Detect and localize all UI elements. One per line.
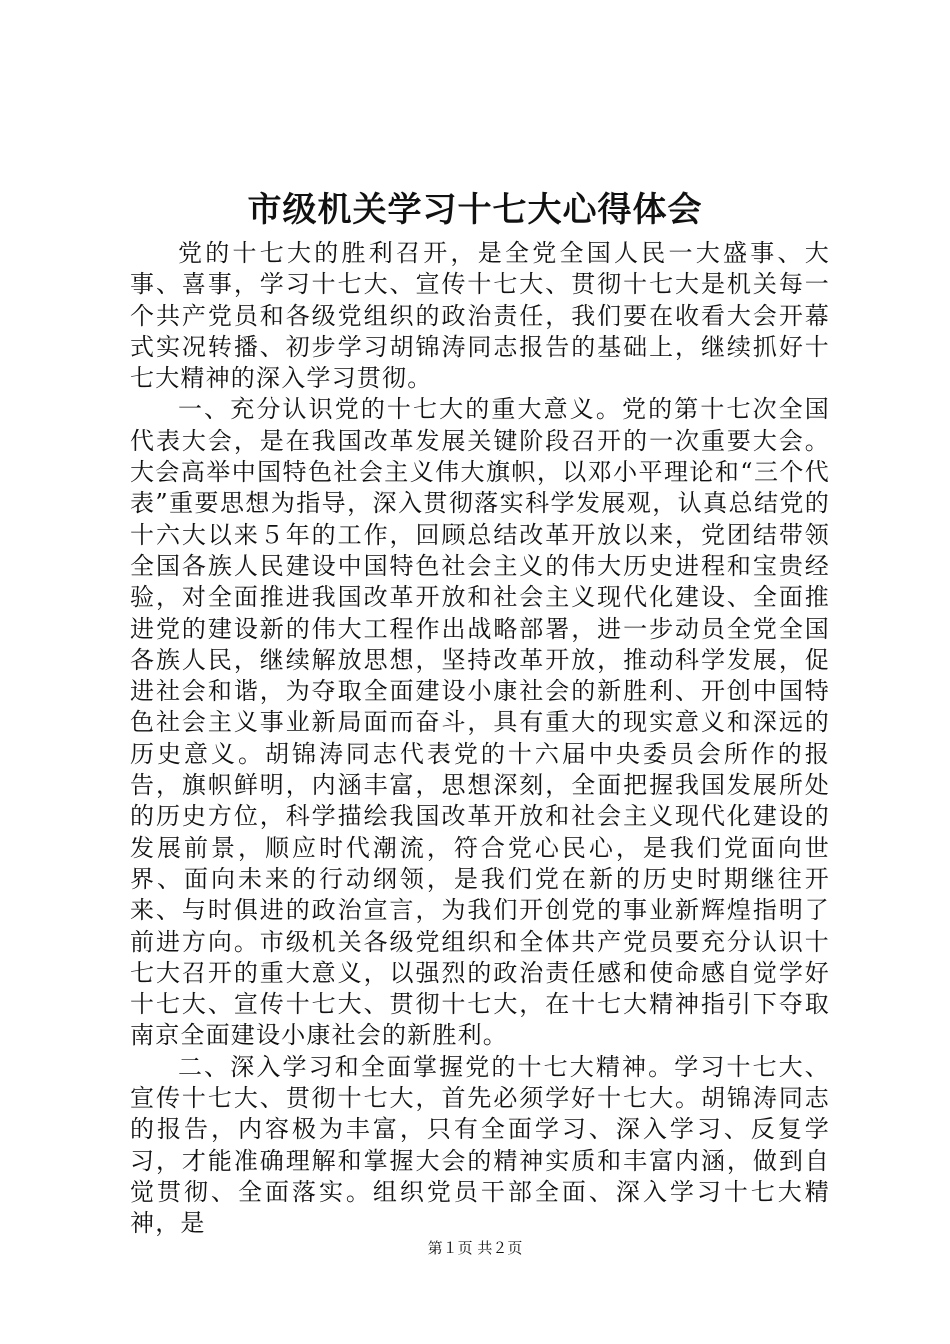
paragraph-section-two: 二、深入学习和全面掌握党的十七大精神。学习十七大、宣传十七大、贯彻十七大，首先必须学好十七大。胡锦涛同志的报告，内容极为丰富，只有全面学习、深入学习、反复学习，才能准确理解和掌握大会的精神实质和丰富内涵，做到自觉贯彻、全面落实。组织党员干部全面、深入学习十七大精神，是 <box>130 1052 830 1238</box>
page-footer: 第１页 共２页 <box>427 1239 523 1257</box>
document-title: 市级机关学习十七大心得体会 <box>247 190 703 230</box>
document-body <box>130 238 830 1240</box>
paragraph-intro: 党的十七大的胜利召开，是全党全国人民一大盛事、大事、喜事，学习十七大、宣传十七大、贯彻十七大是机关每一个共产党员和各级党组织的政治责任，我们要在收看大会开幕式实况转播、初步学习胡锦涛同志报告的基础上，继续抓好十七大精神的深入学习贯彻。 <box>130 239 830 393</box>
paragraph-section-one: 一、充分认识党的十七大的重大意义。党的第十七次全国代表大会，是在我国改革发展关键阶段召开的一次重要大会。大会高举中国特色社会主义伟大旗帜，以邓小平理论和“三个代表”重要思想为指导，深入贯彻落实科学发展观，认真总结党的十六大以来５年的工作，回顾总结改革开放以来，党团结带领全国各族人民建设中国特色社会主义的伟大历史进程和宝贵经验，对全面推进我国改革开放和社会主义现代化建设、全面推进党的建设新的伟大工程作出战略部署，进一步动员全党全国各族人民，继续解放思想，坚持改革开放，推动科学发展，促进社会和谐，为夺取全面建设小康社会的新胜利、开创中国特色社会主义事业新局面而奋斗，具有重大的现实意义和深远的历史意义。胡锦涛同志代表党的十六届中央委员会所作的报告，旗帜鲜明，内涵丰富，思想深刻，全面把握我国发展所处的历史方位，科学描绘我国改革开放和社会主义现代化建设的发展前景，顺应时代潮流，符合党心民心，是我们党面向世界、面向未来的行动纲领，是我们党在新的历史时期继往开来、与时俱进的政治宣言，为我们开创党的事业新辉煌指明了前进方向。市级机关各级党组织和全体共产党员要充分认识十七大召开的重大意义，以强烈的政治责任感和使命感自觉学好十七大、宣传十七大、贯彻十七大，在十七大精神指引下夺取南京全面建设小康社会的新胜利。 <box>130 395 830 1050</box>
